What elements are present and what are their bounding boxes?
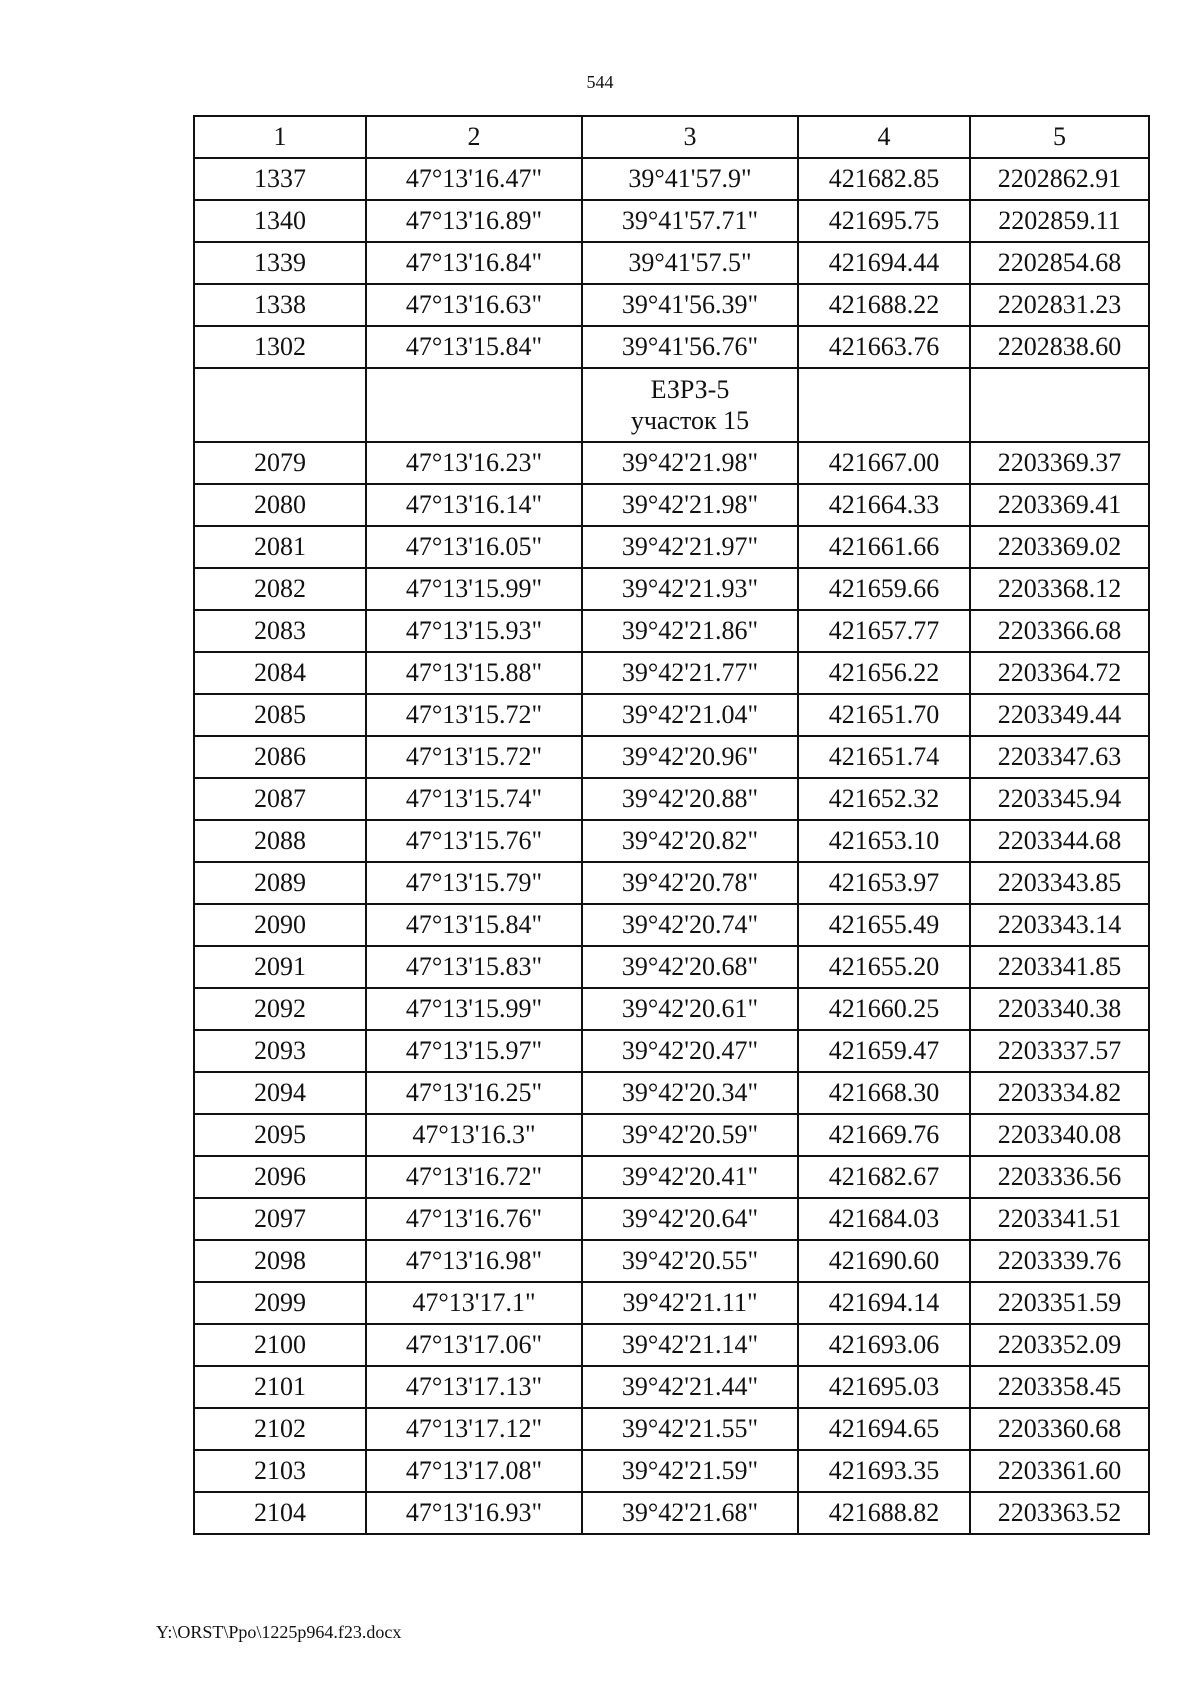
latitude-cell: 47°13'16.05" — [366, 526, 582, 568]
y-coordinate-cell: 2203341.51 — [970, 1198, 1149, 1240]
section-row — [194, 368, 1149, 442]
section-label-cell — [582, 368, 798, 442]
point-number-cell: 2103 — [194, 1450, 366, 1492]
y-coordinate-cell: 2203334.82 — [970, 1072, 1149, 1114]
y-coordinate-cell: 2203339.76 — [970, 1240, 1149, 1282]
longitude-cell: 39°42'21.77" — [582, 652, 798, 694]
table-row — [194, 568, 1149, 610]
latitude-cell: 47°13'15.88" — [366, 652, 582, 694]
y-coordinate-cell: 2203369.37 — [970, 442, 1149, 484]
y-coordinate-cell: 2203369.41 — [970, 484, 1149, 526]
x-coordinate-cell: 421688.22 — [798, 284, 970, 326]
y-coordinate-cell: 2203358.45 — [970, 1366, 1149, 1408]
x-coordinate-cell: 421682.85 — [798, 158, 970, 200]
table-row — [194, 484, 1149, 526]
y-coordinate-cell: 2203343.85 — [970, 862, 1149, 904]
y-coordinate-cell: 2203345.94 — [970, 778, 1149, 820]
longitude-cell: 39°42'21.11" — [582, 1282, 798, 1324]
longitude-cell: 39°42'21.59" — [582, 1450, 798, 1492]
y-coordinate-cell: 2203336.56 — [970, 1156, 1149, 1198]
x-coordinate-cell: 421694.65 — [798, 1408, 970, 1450]
point-number-cell: 2094 — [194, 1072, 366, 1114]
table-row — [194, 442, 1149, 484]
table-row — [194, 1072, 1149, 1114]
y-coordinate-cell: 2203361.60 — [970, 1450, 1149, 1492]
table-row — [194, 1240, 1149, 1282]
longitude-cell: 39°41'56.39" — [582, 284, 798, 326]
table-row — [194, 820, 1149, 862]
x-coordinate-cell: 421688.82 — [798, 1492, 970, 1534]
y-coordinate-cell: 2203352.09 — [970, 1324, 1149, 1366]
table-row — [194, 1366, 1149, 1408]
x-coordinate-cell: 421659.66 — [798, 568, 970, 610]
table-row — [194, 1324, 1149, 1366]
table-row — [194, 1408, 1149, 1450]
latitude-cell: 47°13'16.76" — [366, 1198, 582, 1240]
longitude-cell: 39°42'20.74" — [582, 904, 798, 946]
latitude-cell: 47°13'16.25" — [366, 1072, 582, 1114]
table-row — [194, 1114, 1149, 1156]
latitude-cell: 47°13'16.98" — [366, 1240, 582, 1282]
latitude-cell: 47°13'15.99" — [366, 568, 582, 610]
latitude-cell: 47°13'15.83" — [366, 946, 582, 988]
x-coordinate-cell: 421694.14 — [798, 1282, 970, 1324]
x-coordinate-cell: 421656.22 — [798, 652, 970, 694]
latitude-cell: 47°13'17.1" — [366, 1282, 582, 1324]
table-row — [194, 1492, 1149, 1534]
point-number-cell: 2083 — [194, 610, 366, 652]
longitude-cell: 39°42'21.86" — [582, 610, 798, 652]
longitude-cell: 39°42'21.44" — [582, 1366, 798, 1408]
longitude-cell: 39°42'20.68" — [582, 946, 798, 988]
table-row — [194, 1030, 1149, 1072]
point-number-cell: 2084 — [194, 652, 366, 694]
y-coordinate-cell: 2203341.85 — [970, 946, 1149, 988]
point-number-cell: 2082 — [194, 568, 366, 610]
point-number-cell: 2080 — [194, 484, 366, 526]
y-coordinate-cell: 2203363.52 — [970, 1492, 1149, 1534]
y-coordinate-cell: 2203344.68 — [970, 820, 1149, 862]
longitude-cell: 39°42'20.78" — [582, 862, 798, 904]
latitude-cell: 47°13'15.79" — [366, 862, 582, 904]
x-coordinate-cell: 421657.77 — [798, 610, 970, 652]
y-coordinate-cell: 2203364.72 — [970, 652, 1149, 694]
y-coordinate-cell: 2203351.59 — [970, 1282, 1149, 1324]
longitude-cell: 39°42'21.14" — [582, 1324, 798, 1366]
longitude-cell: 39°42'20.34" — [582, 1072, 798, 1114]
latitude-cell: 47°13'17.13" — [366, 1366, 582, 1408]
latitude-cell: 47°13'17.08" — [366, 1450, 582, 1492]
table-header-row — [194, 116, 1149, 158]
table-row — [194, 526, 1149, 568]
x-coordinate-cell: 421652.32 — [798, 778, 970, 820]
y-coordinate-cell: 2202859.11 — [970, 200, 1149, 242]
x-coordinate-cell: 421653.97 — [798, 862, 970, 904]
longitude-cell: 39°42'20.55" — [582, 1240, 798, 1282]
longitude-cell: 39°42'20.64" — [582, 1198, 798, 1240]
point-number-cell: 2088 — [194, 820, 366, 862]
latitude-cell: 47°13'15.74" — [366, 778, 582, 820]
x-coordinate-cell: 421682.67 — [798, 1156, 970, 1198]
column-header: 4 — [798, 116, 970, 158]
table-row — [194, 988, 1149, 1030]
table-row — [194, 242, 1149, 284]
longitude-cell: 39°42'21.04" — [582, 694, 798, 736]
longitude-cell: 39°42'21.93" — [582, 568, 798, 610]
x-coordinate-cell: 421655.49 — [798, 904, 970, 946]
y-coordinate-cell: 2203368.12 — [970, 568, 1149, 610]
longitude-cell: 39°41'57.5" — [582, 242, 798, 284]
x-coordinate-cell: 421668.30 — [798, 1072, 970, 1114]
table-row — [194, 904, 1149, 946]
latitude-cell: 47°13'16.47" — [366, 158, 582, 200]
x-coordinate-cell: 421684.03 — [798, 1198, 970, 1240]
point-number-cell: 2091 — [194, 946, 366, 988]
longitude-cell: 39°42'20.61" — [582, 988, 798, 1030]
empty-cell — [970, 368, 1149, 442]
latitude-cell: 47°13'16.93" — [366, 1492, 582, 1534]
empty-cell — [194, 368, 366, 442]
column-header: 1 — [194, 116, 366, 158]
table-row — [194, 694, 1149, 736]
longitude-cell: 39°42'20.59" — [582, 1114, 798, 1156]
table-row — [194, 1198, 1149, 1240]
y-coordinate-cell: 2202831.23 — [970, 284, 1149, 326]
x-coordinate-cell: 421664.33 — [798, 484, 970, 526]
column-header: 3 — [582, 116, 798, 158]
y-coordinate-cell: 2203347.63 — [970, 736, 1149, 778]
point-number-cell: 2095 — [194, 1114, 366, 1156]
table-row — [194, 1450, 1149, 1492]
y-coordinate-cell: 2202854.68 — [970, 242, 1149, 284]
y-coordinate-cell: 2203349.44 — [970, 694, 1149, 736]
x-coordinate-cell: 421653.10 — [798, 820, 970, 862]
latitude-cell: 47°13'15.99" — [366, 988, 582, 1030]
x-coordinate-cell: 421660.25 — [798, 988, 970, 1030]
table-body — [194, 158, 1149, 1534]
point-number-cell: 2096 — [194, 1156, 366, 1198]
x-coordinate-cell: 421694.44 — [798, 242, 970, 284]
table-row — [194, 158, 1149, 200]
column-header: 5 — [970, 116, 1149, 158]
point-number-cell: 2086 — [194, 736, 366, 778]
y-coordinate-cell: 2203366.68 — [970, 610, 1149, 652]
longitude-cell: 39°42'21.55" — [582, 1408, 798, 1450]
y-coordinate-cell: 2202838.60 — [970, 326, 1149, 368]
y-coordinate-cell: 2203360.68 — [970, 1408, 1149, 1450]
latitude-cell: 47°13'16.72" — [366, 1156, 582, 1198]
point-number-cell: 1340 — [194, 200, 366, 242]
point-number-cell: 1337 — [194, 158, 366, 200]
empty-cell — [798, 368, 970, 442]
table-row — [194, 778, 1149, 820]
longitude-cell: 39°42'20.47" — [582, 1030, 798, 1072]
point-number-cell: 2093 — [194, 1030, 366, 1072]
latitude-cell: 47°13'16.63" — [366, 284, 582, 326]
y-coordinate-cell: 2203340.08 — [970, 1114, 1149, 1156]
longitude-cell: 39°42'21.98" — [582, 484, 798, 526]
x-coordinate-cell: 421693.35 — [798, 1450, 970, 1492]
point-number-cell: 1338 — [194, 284, 366, 326]
longitude-cell: 39°42'20.82" — [582, 820, 798, 862]
latitude-cell: 47°13'15.84" — [366, 904, 582, 946]
latitude-cell: 47°13'16.89" — [366, 200, 582, 242]
longitude-cell: 39°42'21.98" — [582, 442, 798, 484]
point-number-cell: 2101 — [194, 1366, 366, 1408]
longitude-cell: 39°42'20.88" — [582, 778, 798, 820]
point-number-cell: 2102 — [194, 1408, 366, 1450]
table-row — [194, 652, 1149, 694]
x-coordinate-cell: 421655.20 — [798, 946, 970, 988]
table-row — [194, 1282, 1149, 1324]
longitude-cell: 39°42'21.68" — [582, 1492, 798, 1534]
latitude-cell: 47°13'15.72" — [366, 736, 582, 778]
latitude-cell: 47°13'17.06" — [366, 1324, 582, 1366]
section-label-line1: ЕЗРЗ-5 — [650, 375, 730, 404]
x-coordinate-cell: 421663.76 — [798, 326, 970, 368]
page-number: 544 — [586, 72, 614, 92]
longitude-cell: 39°42'21.97" — [582, 526, 798, 568]
longitude-cell: 39°41'56.76" — [582, 326, 798, 368]
point-number-cell: 1339 — [194, 242, 366, 284]
x-coordinate-cell: 421651.70 — [798, 694, 970, 736]
y-coordinate-cell: 2203343.14 — [970, 904, 1149, 946]
x-coordinate-cell: 421669.76 — [798, 1114, 970, 1156]
latitude-cell: 47°13'15.72" — [366, 694, 582, 736]
point-number-cell: 2090 — [194, 904, 366, 946]
point-number-cell: 2081 — [194, 526, 366, 568]
empty-cell — [366, 368, 582, 442]
point-number-cell: 2104 — [194, 1492, 366, 1534]
x-coordinate-cell: 421695.03 — [798, 1366, 970, 1408]
longitude-cell: 39°42'20.96" — [582, 736, 798, 778]
y-coordinate-cell: 2202862.91 — [970, 158, 1149, 200]
point-number-cell: 2097 — [194, 1198, 366, 1240]
latitude-cell: 47°13'15.76" — [366, 820, 582, 862]
x-coordinate-cell: 421690.60 — [798, 1240, 970, 1282]
table-row — [194, 1156, 1149, 1198]
point-number-cell: 2089 — [194, 862, 366, 904]
coordinates-table — [193, 115, 1150, 1535]
x-coordinate-cell: 421693.06 — [798, 1324, 970, 1366]
latitude-cell: 47°13'17.12" — [366, 1408, 582, 1450]
latitude-cell: 47°13'15.97" — [366, 1030, 582, 1072]
point-number-cell: 2099 — [194, 1282, 366, 1324]
latitude-cell: 47°13'16.23" — [366, 442, 582, 484]
y-coordinate-cell: 2203340.38 — [970, 988, 1149, 1030]
file-path-footer: Y:\ORST\Ppo\1225p964.f23.docx — [156, 1622, 402, 1642]
point-number-cell: 2098 — [194, 1240, 366, 1282]
longitude-cell: 39°42'20.41" — [582, 1156, 798, 1198]
point-number-cell: 2092 — [194, 988, 366, 1030]
table-row — [194, 736, 1149, 778]
longitude-cell: 39°41'57.9" — [582, 158, 798, 200]
table-row — [194, 862, 1149, 904]
y-coordinate-cell: 2203337.57 — [970, 1030, 1149, 1072]
latitude-cell: 47°13'15.84" — [366, 326, 582, 368]
point-number-cell: 1302 — [194, 326, 366, 368]
point-number-cell: 2085 — [194, 694, 366, 736]
latitude-cell: 47°13'16.3" — [366, 1114, 582, 1156]
x-coordinate-cell: 421659.47 — [798, 1030, 970, 1072]
x-coordinate-cell: 421651.74 — [798, 736, 970, 778]
point-number-cell: 2079 — [194, 442, 366, 484]
table-row — [194, 946, 1149, 988]
x-coordinate-cell: 421695.75 — [798, 200, 970, 242]
point-number-cell: 2087 — [194, 778, 366, 820]
table-row — [194, 326, 1149, 368]
longitude-cell: 39°41'57.71" — [582, 200, 798, 242]
table-row — [194, 610, 1149, 652]
latitude-cell: 47°13'16.84" — [366, 242, 582, 284]
latitude-cell: 47°13'16.14" — [366, 484, 582, 526]
point-number-cell: 2100 — [194, 1324, 366, 1366]
latitude-cell: 47°13'15.93" — [366, 610, 582, 652]
y-coordinate-cell: 2203369.02 — [970, 526, 1149, 568]
column-header: 2 — [366, 116, 582, 158]
x-coordinate-cell: 421667.00 — [798, 442, 970, 484]
x-coordinate-cell: 421661.66 — [798, 526, 970, 568]
table-row — [194, 200, 1149, 242]
table-row — [194, 284, 1149, 326]
section-label-line2: участок 15 — [630, 406, 750, 435]
